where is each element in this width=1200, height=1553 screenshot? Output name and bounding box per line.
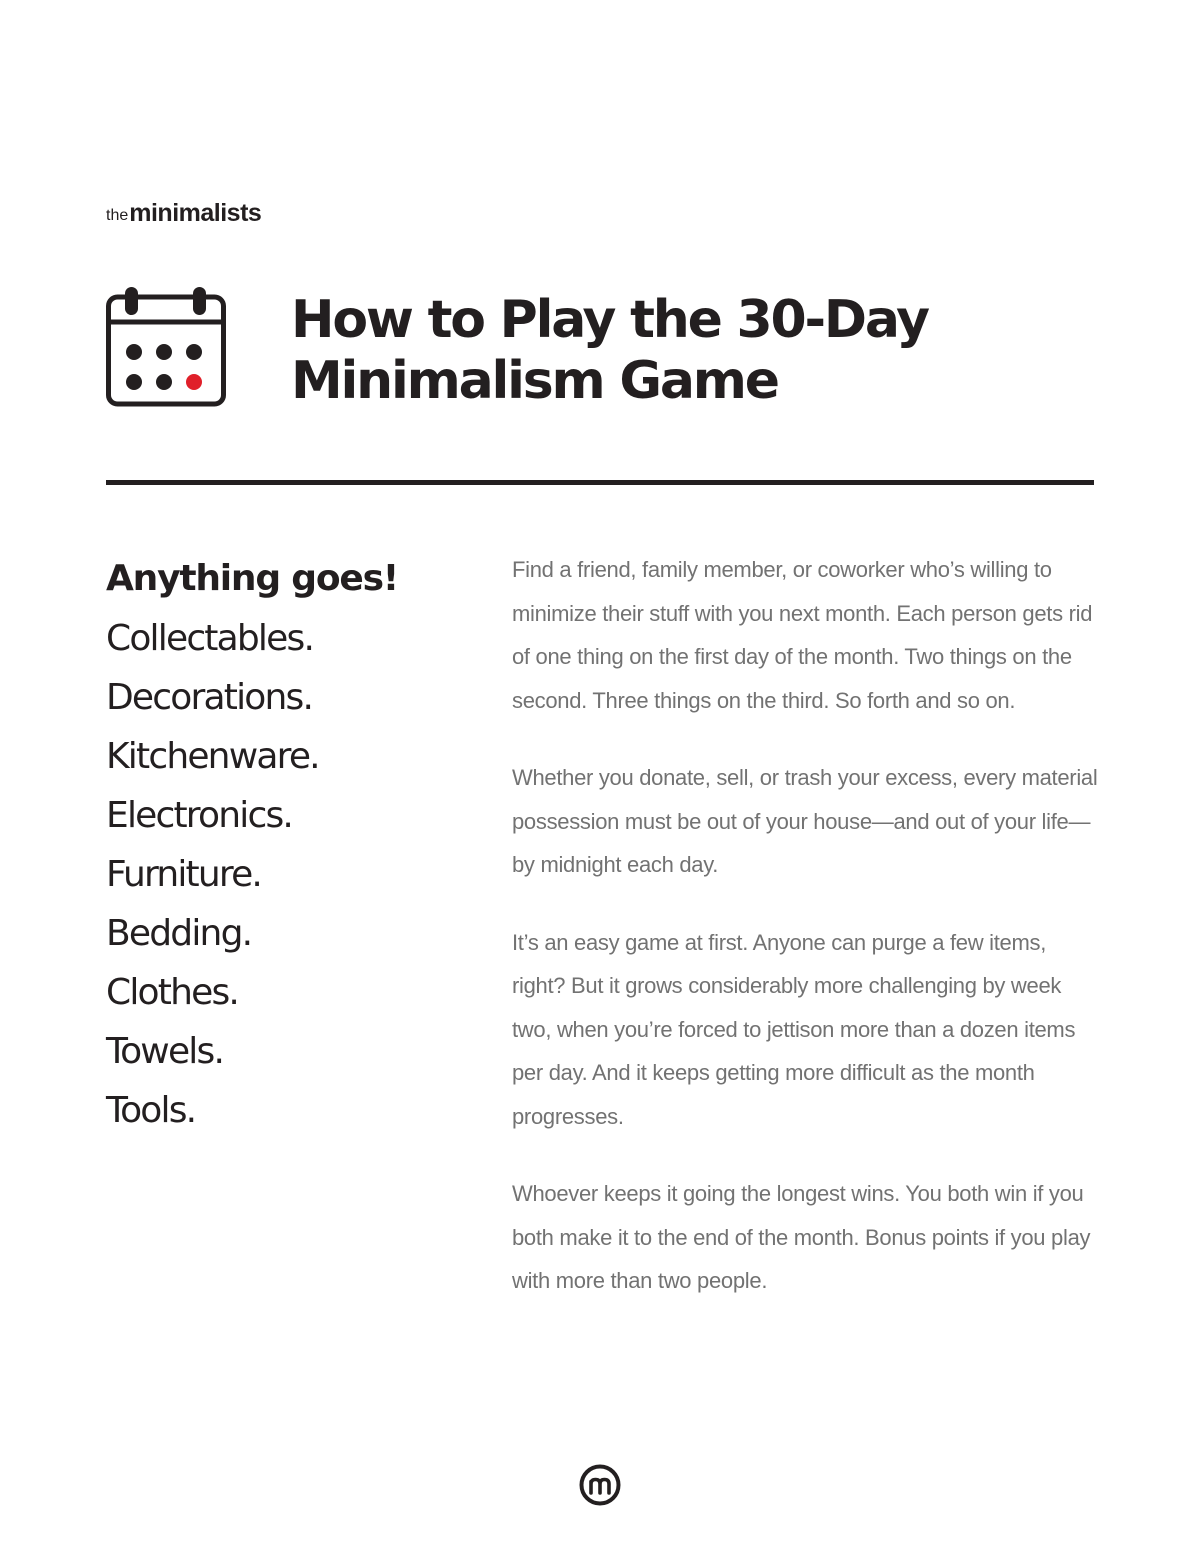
list-item: Tools. (106, 1090, 196, 1131)
logo-wordmark: minimalists (129, 199, 262, 227)
list-item: Electronics. (106, 795, 293, 836)
rules-paragraph-3: It’s an easy game at first. Anyone can purge a few items, right? But it grows considerably more challenging by week two, when you’re forced to jettison more than a dozen items per day. And it keeps getting more difficult as the month progresses. (512, 929, 1076, 1129)
items-column (106, 549, 466, 1140)
rules-paragraph-1: Find a friend, family member, or coworker who’s willing to minimize their stuff with you next month. Each person gets rid of one thing on the first day of the month. Two things on the second. Three things on the third. So forth and so on. (512, 557, 1093, 713)
title-line-1: How to Play the 30-Day (291, 290, 928, 350)
calendar-icon (106, 286, 226, 408)
minimalists-m-icon (579, 1464, 621, 1506)
rules-paragraph-4: Whoever keeps it going the longest wins. You both win if you both make it to the end of the month. Bonus points if you play with more than two people. (512, 1181, 1091, 1293)
list-item: Collectables. (106, 618, 314, 659)
page-title (291, 290, 928, 412)
list-item: Furniture. (106, 854, 262, 895)
list-item: Decorations. (106, 677, 313, 718)
logo-prefix: the (106, 207, 129, 224)
list-item: Clothes. (106, 972, 239, 1013)
items-list (106, 609, 466, 1140)
rules-paragraph-2: Whether you donate, sell, or trash your excess, every material possession must be out of your house—and out of your life—by midnight each day. (512, 765, 1098, 877)
list-item: Bedding. (106, 913, 252, 954)
list-item: Kitchenware. (106, 736, 319, 777)
title-line-2: Minimalism Game (291, 351, 778, 411)
items-heading: Anything goes! (106, 558, 399, 599)
list-item: Towels. (106, 1031, 224, 1072)
brand-logo (106, 192, 261, 226)
section-divider (106, 480, 1094, 485)
rules-column (512, 548, 1102, 1337)
